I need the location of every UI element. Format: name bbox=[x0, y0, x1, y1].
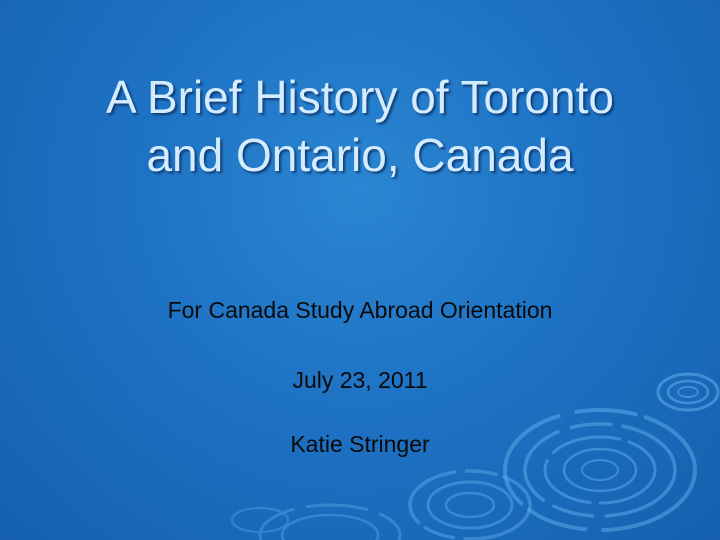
ripple-bottom-center bbox=[410, 471, 530, 539]
ripple-bottom-left bbox=[232, 505, 400, 540]
slide-title bbox=[20, 68, 700, 184]
title-line-2: and Ontario, Canada bbox=[146, 129, 574, 181]
slide-date: July 23, 2011 bbox=[292, 367, 428, 393]
slide-author: Katie Stringer bbox=[290, 431, 430, 457]
slide-subtitle: For Canada Study Abroad Orientation bbox=[167, 297, 553, 323]
ripple-large bbox=[505, 410, 695, 530]
title-line-1: A Brief History of Toronto bbox=[106, 71, 614, 123]
